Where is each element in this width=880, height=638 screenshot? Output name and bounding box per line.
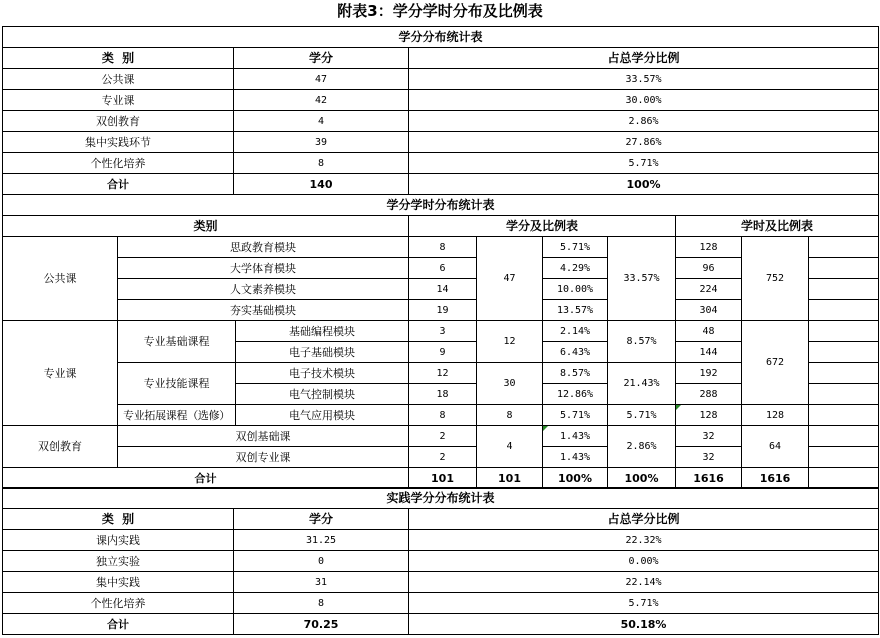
row-category: 独立实验	[3, 551, 234, 572]
module-credits: 3	[409, 321, 477, 342]
row-credits: 8	[234, 153, 409, 174]
module-hours: 128	[676, 405, 742, 426]
table-row	[3, 90, 879, 111]
module-ratio: 13.57%	[543, 300, 608, 321]
group-ratio-sum: 2.86%	[608, 426, 676, 468]
subgroup-credit-sum: 12	[477, 321, 543, 363]
module-ratio: 12.86%	[543, 384, 608, 405]
module-name: 人文素养模块	[118, 279, 409, 300]
table-row	[3, 551, 879, 572]
table-row	[3, 530, 879, 551]
group-major: 专业课	[3, 321, 118, 426]
module-hours: 32	[676, 447, 742, 468]
module-ratio: 5.71%	[543, 405, 608, 426]
total-ratio: 50.18%	[409, 614, 879, 635]
total-credits: 140	[234, 174, 409, 195]
total-row	[3, 468, 879, 489]
module-credits: 12	[409, 363, 477, 384]
group-hour-sum: 752	[742, 237, 809, 321]
section-title-row	[3, 195, 879, 216]
module-ratio: 8.57%	[543, 363, 608, 384]
section-title: 学分学时分布统计表	[3, 195, 879, 216]
row-category: 课内实践	[3, 530, 234, 551]
row-ratio: 2.86%	[409, 111, 879, 132]
module-hours: 144	[676, 342, 742, 363]
row-ratio: 0.00%	[409, 551, 879, 572]
total-ratio-sum: 100%	[608, 468, 676, 489]
credit-hour-distribution-table	[2, 194, 879, 489]
row-ratio: 27.86%	[409, 132, 879, 153]
group-credit-sum: 4	[477, 426, 543, 468]
table-row	[3, 572, 879, 593]
empty-cell	[809, 426, 879, 447]
table-row	[3, 69, 879, 90]
row-ratio: 5.71%	[409, 153, 879, 174]
subgroup-basic: 专业基础课程	[118, 321, 236, 363]
row-category: 个性化培养	[3, 593, 234, 614]
total-label: 合计	[3, 468, 409, 489]
module-credits: 19	[409, 300, 477, 321]
subgroup-ratio-sum: 5.71%	[608, 405, 676, 426]
subgroup-ratio-sum: 21.43%	[608, 363, 676, 405]
subgroup-skill: 专业技能课程	[118, 363, 236, 405]
empty-cell	[809, 405, 879, 426]
header-credits-ratio: 学分及比例表	[409, 216, 676, 237]
subgroup-credit-sum: 8	[477, 405, 543, 426]
module-hours: 192	[676, 363, 742, 384]
module-hours: 128	[676, 237, 742, 258]
total-credits: 70.25	[234, 614, 409, 635]
row-credits: 8	[234, 593, 409, 614]
module-ratio: 6.43%	[543, 342, 608, 363]
credit-distribution-table	[2, 26, 879, 195]
row-credits: 31.25	[234, 530, 409, 551]
header-credits: 学分	[234, 48, 409, 69]
row-category: 集中实践	[3, 572, 234, 593]
module-name: 电子基础模块	[236, 342, 409, 363]
header-credits: 学分	[234, 509, 409, 530]
subgroup-hour-sum: 128	[742, 405, 809, 426]
module-hours: 304	[676, 300, 742, 321]
module-name: 电子技术模块	[236, 363, 409, 384]
module-name: 基础编程模块	[236, 321, 409, 342]
total-hours: 1616	[676, 468, 742, 489]
table-row	[3, 593, 879, 614]
empty-cell	[809, 258, 879, 279]
row-credits: 31	[234, 572, 409, 593]
module-ratio: 4.29%	[543, 258, 608, 279]
module-name: 双创基础课	[118, 426, 409, 447]
group-public: 公共课	[3, 237, 118, 321]
section-title: 实践学分分布统计表	[3, 488, 879, 509]
header-row	[3, 48, 879, 69]
total-label: 合计	[3, 174, 234, 195]
module-name: 双创专业课	[118, 447, 409, 468]
table-row	[3, 405, 879, 426]
table-row	[3, 111, 879, 132]
group-hour-sum: 64	[742, 426, 809, 468]
module-ratio: 2.14%	[543, 321, 608, 342]
header-ratio: 占总学分比例	[409, 509, 879, 530]
table-row	[3, 237, 879, 258]
group-ratio-sum: 33.57%	[608, 237, 676, 321]
empty-cell	[809, 237, 879, 258]
page-title: 附表3：学分学时分布及比例表	[337, 2, 543, 20]
total-credit-sum: 101	[477, 468, 543, 489]
subgroup-extend: 专业拓展课程（选修）	[118, 405, 236, 426]
module-credits: 8	[409, 405, 477, 426]
row-ratio: 33.57%	[409, 69, 879, 90]
header-hours-ratio: 学时及比例表	[676, 216, 879, 237]
module-name: 思政教育模块	[118, 237, 409, 258]
module-credits: 18	[409, 384, 477, 405]
row-category: 专业课	[3, 90, 234, 111]
module-hours: 96	[676, 258, 742, 279]
table-row	[3, 132, 879, 153]
empty-cell	[809, 300, 879, 321]
row-ratio: 5.71%	[409, 593, 879, 614]
total-ratio: 100%	[543, 468, 608, 489]
total-label: 合计	[3, 614, 234, 635]
row-ratio: 22.32%	[409, 530, 879, 551]
module-credits: 14	[409, 279, 477, 300]
module-ratio: 10.00%	[543, 279, 608, 300]
module-name: 电气应用模块	[236, 405, 409, 426]
total-hour-sum: 1616	[742, 468, 809, 489]
subgroup-ratio-sum: 8.57%	[608, 321, 676, 363]
total-credits: 101	[409, 468, 477, 489]
subgroup-credit-sum: 30	[477, 363, 543, 405]
module-ratio: 1.43%	[543, 426, 608, 447]
group-credit-sum: 47	[477, 237, 543, 321]
module-hours: 288	[676, 384, 742, 405]
module-hours: 224	[676, 279, 742, 300]
empty-cell	[809, 447, 879, 468]
module-name: 大学体育模块	[118, 258, 409, 279]
row-credits: 0	[234, 551, 409, 572]
header-row	[3, 216, 879, 237]
total-ratio: 100%	[409, 174, 879, 195]
module-ratio: 5.71%	[543, 237, 608, 258]
module-ratio: 1.43%	[543, 447, 608, 468]
section-title: 学分分布统计表	[3, 27, 879, 48]
header-ratio: 占总学分比例	[409, 48, 879, 69]
row-credits: 42	[234, 90, 409, 111]
row-credits: 47	[234, 69, 409, 90]
row-category: 集中实践环节	[3, 132, 234, 153]
module-hours: 48	[676, 321, 742, 342]
module-name: 电气控制模块	[236, 384, 409, 405]
table-row	[3, 153, 879, 174]
row-category: 个性化培养	[3, 153, 234, 174]
module-credits: 6	[409, 258, 477, 279]
empty-cell	[809, 363, 879, 384]
empty-cell	[809, 321, 879, 342]
empty-cell	[809, 384, 879, 405]
section-title-row	[3, 488, 879, 509]
group-innovation: 双创教育	[3, 426, 118, 468]
practice-credit-table	[2, 487, 879, 635]
row-ratio: 30.00%	[409, 90, 879, 111]
module-credits: 2	[409, 426, 477, 447]
row-category: 双创教育	[3, 111, 234, 132]
empty-cell	[809, 342, 879, 363]
header-category: 类 别	[3, 48, 234, 69]
module-hours: 32	[676, 426, 742, 447]
group-hour-sum: 672	[742, 321, 809, 405]
table-row	[3, 426, 879, 447]
empty-cell	[809, 468, 879, 489]
empty-cell	[809, 279, 879, 300]
header-category: 类别	[3, 216, 409, 237]
section-title-row	[3, 27, 879, 48]
module-credits: 8	[409, 237, 477, 258]
module-credits: 2	[409, 447, 477, 468]
total-row	[3, 174, 879, 195]
row-credits: 39	[234, 132, 409, 153]
row-category: 公共课	[3, 69, 234, 90]
row-ratio: 22.14%	[409, 572, 879, 593]
header-row	[3, 509, 879, 530]
row-credits: 4	[234, 111, 409, 132]
module-name: 夯实基础模块	[118, 300, 409, 321]
module-credits: 9	[409, 342, 477, 363]
table-row	[3, 321, 879, 342]
header-category: 类 别	[3, 509, 234, 530]
total-row	[3, 614, 879, 635]
